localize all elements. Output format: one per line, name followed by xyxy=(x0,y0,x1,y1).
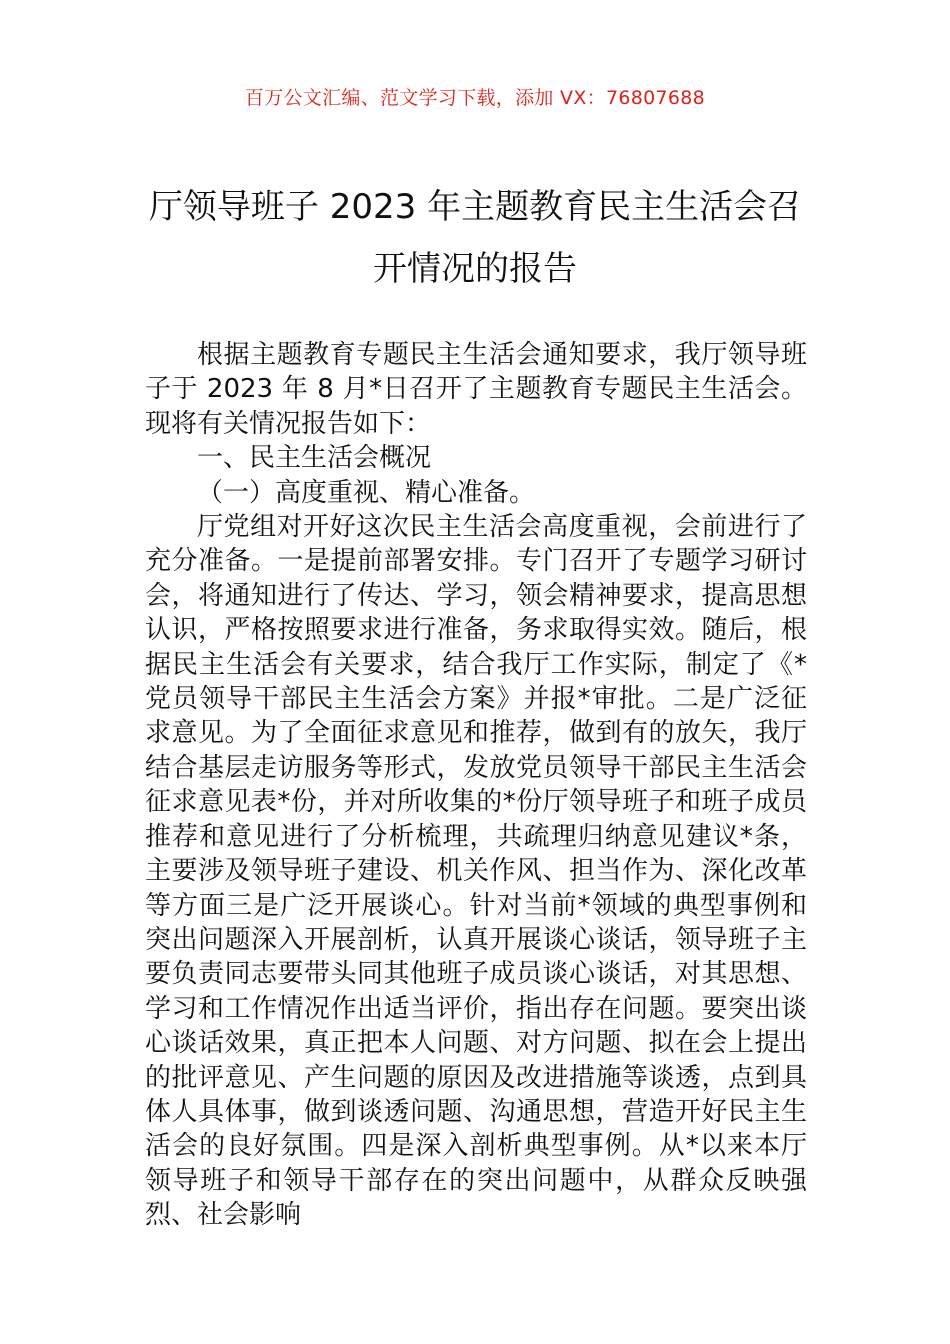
document-title: 厅领导班子 2023 年主题教育民主生活会召开情况的报告 xyxy=(148,187,802,289)
intro-paragraph: 根据主题教育专题民主生活会通知要求，我厅领导班子于 2023 年 8 月*日召开了主题教育专题民主生活会。现将有关情况报告如下： xyxy=(145,340,807,439)
watermark-header-note: 百万公文汇编、范文学习下载，添加 VX：76807688 xyxy=(244,87,706,109)
section-heading: 一、民主生活会概况 xyxy=(197,443,432,474)
document-body xyxy=(145,338,807,1233)
subsection-heading: （一）高度重视、精心准备。 xyxy=(197,477,536,508)
body-paragraph: 厅党组对开好这次民主生活会高度重视，会前进行了充分准备。一是提前部署安排。专门召开了专题学习研讨会，将通知进行了传达、学习，领会精神要求，提高思想认识，严格按照要求进行准备，务求取得实效。随后，根据民主生活会有关要求，结合我厅工作实际，制定了《*党员领导干部民主生活会方案》并报*审批。二是广泛征求意见。为了全面征求意见和推荐，做到有的放矢，我厅结合基层走访服务等形式，发放党员领导干部民主生活会征求意见表*份，并对所收集的*份厅领导班子和班子成员推荐和意见进行了分析梳理，共疏理归纳意见建议*条，主要涉及领导班子建设、机关作风、担当作为、深化改革等方面三是广泛开展谈心。针对当前*领域的典型事例和突出问题深入开展剖析，认真开展谈心谈话，领导班子主要负责同志要带头同其他班子成员谈心谈话，对其思想、学习和工作情况作出适当评价，指出存在问题。要突出谈心谈话效果，真正把本人问题、对方问题、拟在会上提出的批评意见、产生问题的原因及改进措施等谈透，点到具体人具体事，做到谈透问题、沟通思想，营造开好民主生活会的良好氛围。四是深入剖析典型事例。从*以来本厅领导班子和领导干部存在的突出问题中，从群众反映强烈、社会影响 xyxy=(145,512,807,1231)
